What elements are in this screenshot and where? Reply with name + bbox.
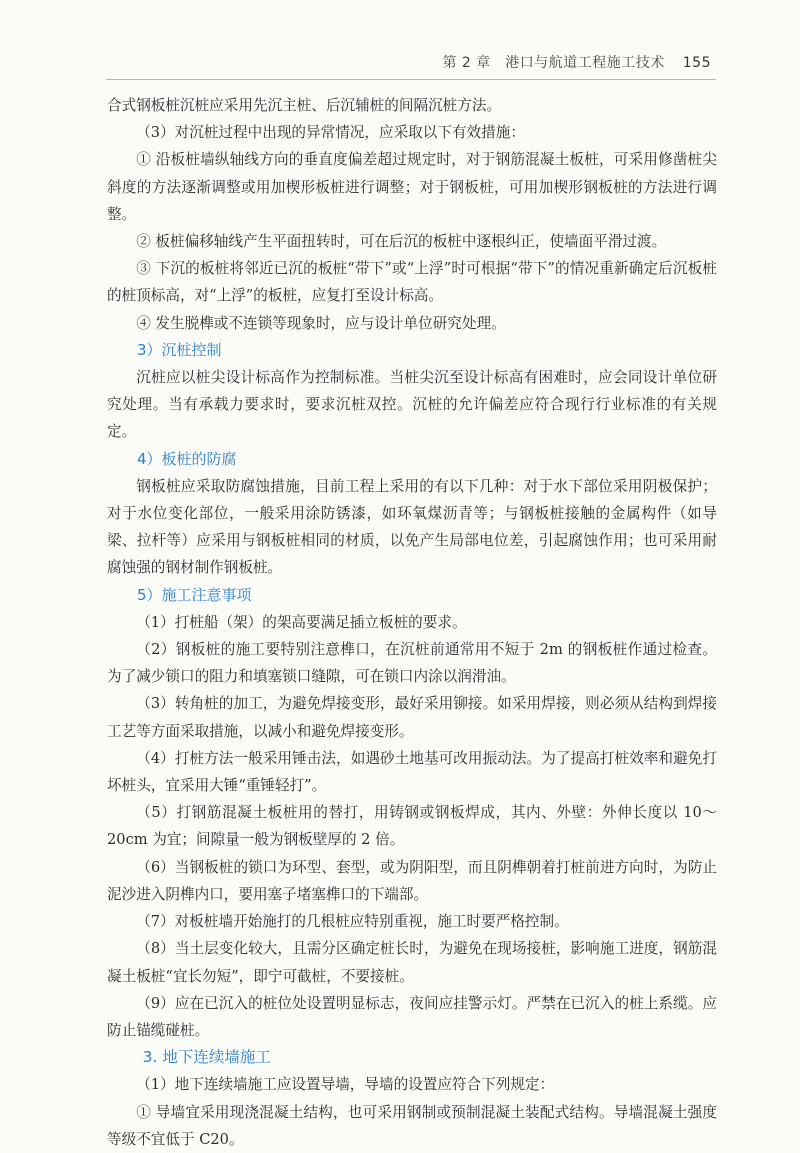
running-header bbox=[0, 52, 711, 72]
paragraph: ④ 发生脱榫或不连锁等现象时，应与设计单位研究处理。 bbox=[136, 314, 506, 332]
paragraph: （9）应在已沉入的桩位处设置明显标志，夜间应挂警示灯。严禁在已沉入的桩上系缆。应防止锚缆碰桩。 bbox=[107, 994, 717, 1039]
paragraph: （1）打桩船（架）的架高要满足插立板桩的要求。 bbox=[136, 613, 467, 631]
section-heading: 3. 地下连续墙施工 bbox=[142, 1048, 271, 1067]
paragraph: （2）钢板桩的施工要特别注意榫口，在沉桩前通常用不短于 2m 的钢板桩作通过检查。为了减少锁口的阻力和填塞锁口缝隙，可在锁口内涂以润滑油。 bbox=[107, 641, 717, 686]
subsection-heading: 4）板桩的防腐 bbox=[137, 449, 237, 468]
paragraph: （7）对板桩墙开始施打的几根桩应特别重视，施工时要严格控制。 bbox=[136, 913, 569, 931]
paragraph: ② 板桩偏移轴线产生平面扭转时，可在后沉的板桩中逐根纠正，使墙面平滑过渡。 bbox=[136, 233, 667, 251]
subsection-heading: 3）沉桩控制 bbox=[137, 340, 222, 359]
paragraph: 合式钢板桩沉桩应采用先沉主桩、后沉辅桩的间隔沉桩方法。 bbox=[107, 97, 502, 114]
header-rule bbox=[106, 79, 716, 80]
paragraph: ③ 下沉的板桩将邻近已沉的板桩“带下”或“上浮”时可根据“带下”的情况重新确定后沉板桩的桩顶标高，对“上浮”的板桩，应复打至设计标高。 bbox=[107, 260, 717, 305]
body-text bbox=[107, 92, 717, 1153]
paragraph: （6）当钢板桩的锁口为环型、套型，或为阴阳型，而且阴榫朝着打桩前进方向时，为防止泥沙进入阴榫内口，要用塞子堵塞榫口的下端部。 bbox=[107, 858, 717, 903]
paragraph: 钢板桩应采取防腐蚀措施，目前工程上采用的有以下几种：对于水下部位采用阴极保护；对于水位变化部位，一般采用涂防锈漆，如环氧煤沥青等；与钢板桩接触的金属构件（如导梁、拉杆等）应采用与钢板桩相同的材质，以免产生局部电位差，引起腐蚀作用；也可采用耐腐蚀强的钢材制作钢板桩。 bbox=[107, 477, 717, 577]
chapter-title: 第 2 章 港口与航道工程施工技术 bbox=[442, 55, 665, 71]
paragraph: ① 导墙宜采用现浇混凝土结构，也可采用钢制或预制混凝土装配式结构。导墙混凝土强度等级不宜低于 C20。 bbox=[107, 1103, 717, 1148]
paragraph: （1）地下连续墙施工应设置导墙，导墙的设置应符合下列规定： bbox=[136, 1076, 555, 1094]
paragraph: （4）打桩方法一般采用锤击法，如遇砂土地基可改用振动法。为了提高打桩效率和避免打坏桩头，宜采用大锤“重锤轻打”。 bbox=[107, 749, 717, 795]
paragraph: （3）对沉桩过程中出现的异常情况，应采取以下有效措施： bbox=[136, 124, 525, 142]
subsection-heading: 5）施工注意事项 bbox=[137, 585, 252, 604]
paragraph: ① 沿板桩墙纵轴线方向的垂直度偏差超过规定时，对于钢筋混凝土板桩，可采用修凿桩尖斜度的方法逐渐调整或用加楔形板桩进行调整；对于钢板桩，可用加楔形钢板桩的方法进行调整。 bbox=[107, 151, 717, 223]
paragraph: （5）打钢筋混凝土板桩用的替打，用铸钢或钢板焊成，其内、外壁：外伸长度以 10～20cm 为宜；间隙量一般为钢板壁厚的 2 倍。 bbox=[107, 804, 717, 849]
paragraph: 沉桩应以桩尖设计标高作为控制标准。当桩尖沉至设计标高有困难时，应会同设计单位研究处理。当有承载力要求时，要求沉桩双控。沉桩的允许偏差应符合现行行业标准的有关规定。 bbox=[107, 369, 717, 441]
paragraph: （3）转角桩的加工，为避免焊接变形，最好采用铆接。如采用焊接，则必须从结构到焊接工艺等方面采取措施，以减小和避免焊接变形。 bbox=[107, 695, 717, 740]
paragraph: （8）当土层变化较大，且需分区确定桩长时，为避免在现场接桩，影响施工进度，钢筋混凝土板桩“宜长勿短”，即宁可截桩，不要接桩。 bbox=[107, 940, 717, 985]
page-number: 155 bbox=[682, 55, 711, 71]
